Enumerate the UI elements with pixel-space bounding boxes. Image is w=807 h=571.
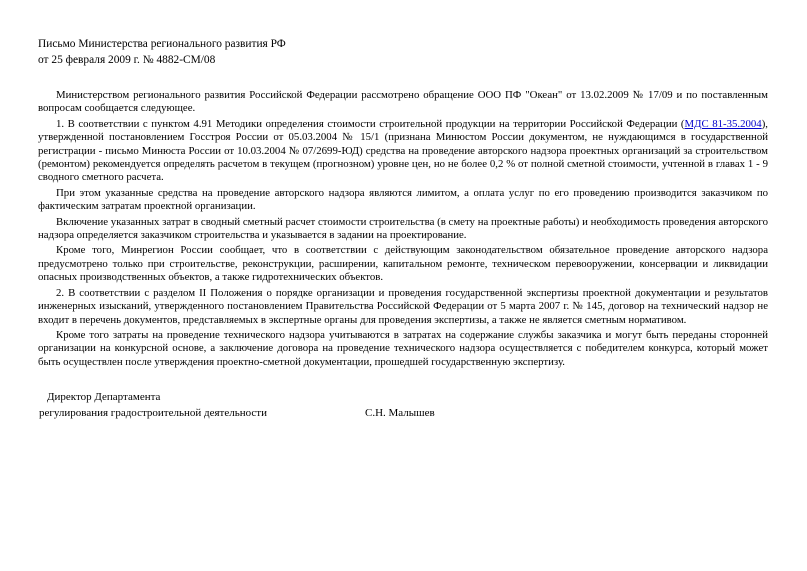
document-title-line-2: от 25 февраля 2009 г. № 4882-СМ/08 bbox=[38, 54, 216, 66]
document-body bbox=[38, 89, 768, 369]
paragraph-inclusion: Включение указанных затрат в сводный сметный расчет стоимости строительства (в смету на проектные работы) и необходимость проведения авторского надзора определяется заказчиком строительства и указывается в задании на проектирование. bbox=[38, 215, 768, 242]
paragraph-limit: При этом указанные средства на проведение авторского надзора являются лимитом, а оплата услуг по его проведению производится заказчиком по фактическим затратам проектной организации. bbox=[38, 186, 768, 213]
paragraph-2: 2. В соответствии с разделом II Положения о порядке организации и проведения государственной экспертизы проектной документации и результатов инженерных изысканий, утвержденного постановлением Правительства Российской Федерации от 5 марта 2007 г. № 145, договор на технический надзор не входит в перечень документов, представляемых в экспертные органы для проведения экспертизы, а также не является сметным нормативом. bbox=[38, 286, 768, 326]
signature-position-line-1: Директор Департамента bbox=[47, 391, 161, 404]
paragraph-1 bbox=[38, 118, 768, 185]
signature-position-line-2: регулирования градостроительной деятельности bbox=[39, 407, 267, 420]
signature-row-2 bbox=[38, 405, 768, 421]
paragraph-minregion: Кроме того, Минрегион России сообщает, что в соответствии с действующим законодательством обязательное проведение авторского надзора предусмотрено только при строительстве, реконструкции, расширении, капитальном ремонте, техническом перевооружении, консервации и ликвидации опасных производственных объектов, а также гидротехнических объектов. bbox=[38, 244, 768, 284]
document-page bbox=[38, 36, 768, 421]
paragraph-intro: Министерством регионального развития Российской Федерации рассмотрено обращение ООО ПФ "Океан" от 13.02.2009 № 17/09 и по поставленным вопросам сообщается следующее. bbox=[38, 89, 768, 115]
paragraph-technical-supervision: Кроме того затраты на проведение технического надзора учитываются в затратах на содержание службы заказчика и могут быть переданы сторонней организации на конкурсной основе, а заключение договора на проведение технического надзора осуществляется с победителем конкурса, который может быть осуществлен после утверждения проектно-сметной документации, прошедшей государственную экспертизу. bbox=[38, 328, 768, 368]
mds-81-35-2004-link[interactable]: МДС 81-35.2004 bbox=[684, 117, 762, 130]
signature-block bbox=[38, 389, 768, 421]
paragraph-1-text-start: 1. В соответствии с пунктом 4.91 Методики определения стоимости строительной продукции на территории Российской Федерации ( bbox=[56, 117, 685, 130]
signature-row-1 bbox=[38, 389, 768, 405]
signatory-name: С.Н. Малышев bbox=[365, 407, 435, 420]
document-title-line-1: Письмо Министерства регионального развития РФ bbox=[38, 38, 286, 50]
paragraph-1-text-end: ), утвержденной постановлением Госстроя России от 05.03.2004 № 15/1 (признана Минюстом России документом, не нуждающимся в государственной регистрации - письмо Минюста России от 10.03.2004 № 07/2699-ЮД) средства на проведение авторского надзора проектных организаций за строительством (ремонтом) рекомендуется определять расчетом в текущем (прогнозном) уровне цен, но не более 0,2 % от полной сметной стоимости, учтенной в главах 1 - 9 сводного сметного расчета. bbox=[38, 117, 768, 184]
